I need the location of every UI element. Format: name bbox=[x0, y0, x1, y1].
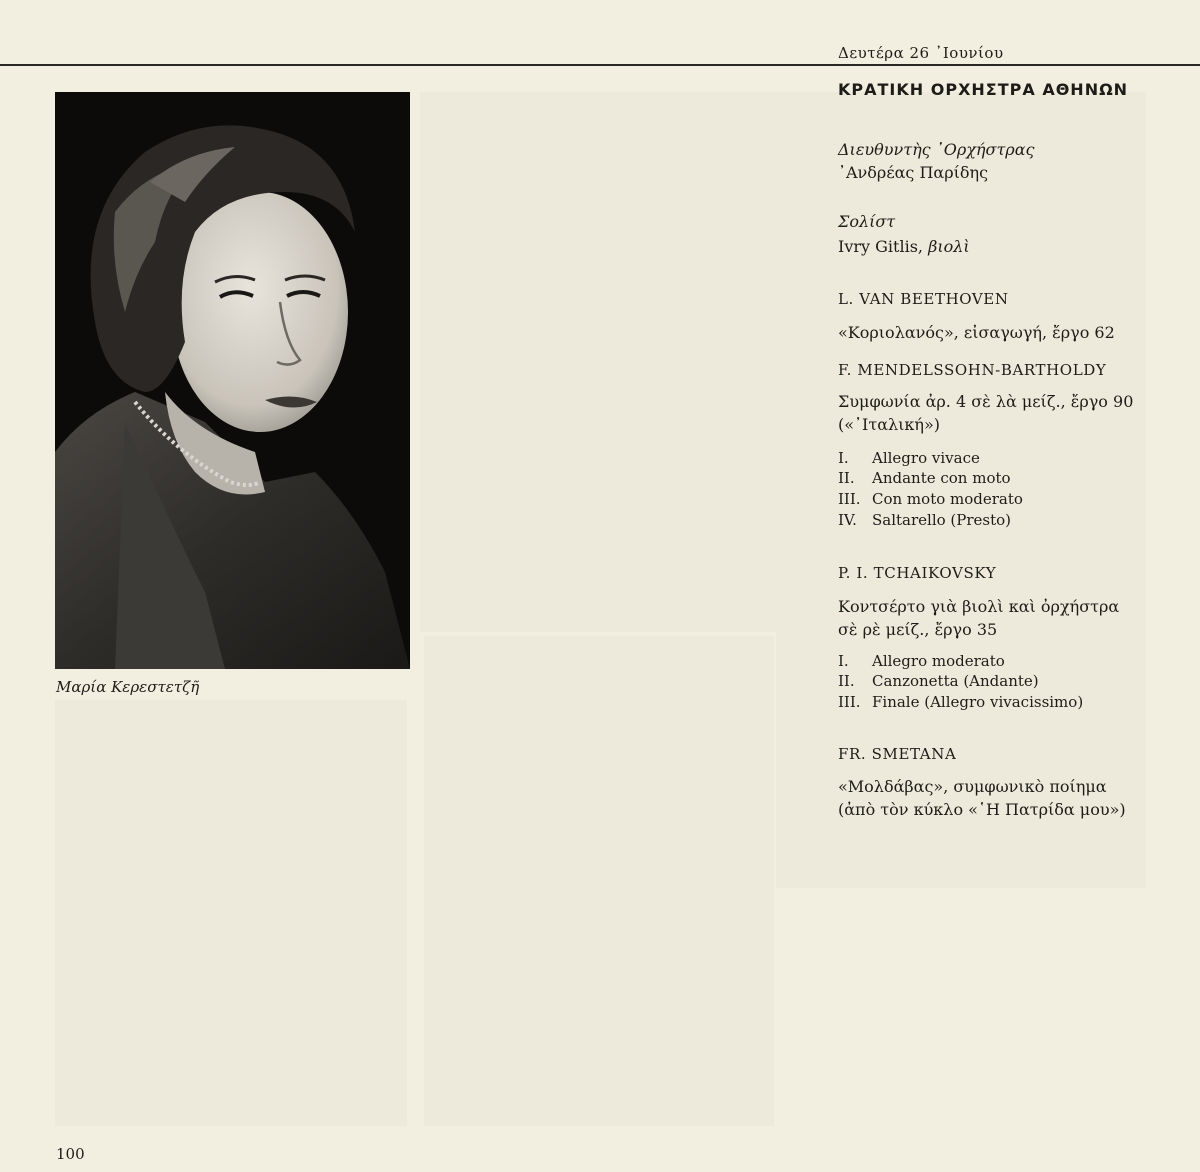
work-title-beethoven: «Κοριολανός», εἰσαγωγή, ἔργο 62 bbox=[838, 323, 1115, 342]
show-through-panel-bottom-left bbox=[55, 700, 407, 1126]
movement-number: I. bbox=[838, 652, 849, 670]
work-title-tchaikovsky-line1: Κοντσέρτο γιὰ βιολὶ καὶ ὀρχήστρα bbox=[838, 597, 1120, 616]
movement-number: II. bbox=[838, 672, 855, 690]
movement-number: IV. bbox=[838, 511, 857, 529]
movement-number: II. bbox=[838, 469, 855, 487]
movement-title: Canzonetta (Andante) bbox=[872, 672, 1039, 690]
page-number: 100 bbox=[56, 1145, 85, 1163]
movement-row bbox=[838, 693, 1083, 711]
work-title-smetana-line1: «Μολδάβας», συμφωνικὸ ποίημα bbox=[838, 777, 1107, 796]
conductor-role: Διευθυντὴς ᾿Ορχήστρας bbox=[838, 140, 1035, 159]
movement-row bbox=[838, 469, 1011, 487]
movement-row bbox=[838, 672, 1039, 690]
portrait-illustration bbox=[55, 92, 410, 669]
work-title-smetana-line2: (ἀπὸ τὸν κύκλο «῾Η Πατρίδα μου») bbox=[838, 800, 1126, 819]
movement-title: Andante con moto bbox=[872, 469, 1011, 487]
work-title-mendelssohn-line2: («᾿Ιταλική») bbox=[838, 415, 941, 434]
orchestra-title: ΚΡΑΤΙΚΗ ΟΡΧΗΣΤΡΑ ΑΘΗΝΩΝ bbox=[838, 80, 1129, 99]
composer-mendelssohn: F. MENDELSSOHN-BARTHOLDY bbox=[838, 361, 1107, 379]
soloist-line bbox=[838, 237, 970, 256]
photo-caption: Μαρία Κερεστετζῆ bbox=[56, 678, 200, 696]
movement-row bbox=[838, 652, 1005, 670]
header-date: Δευτέρα 26 ᾿Ιουνίου bbox=[838, 44, 1004, 62]
soloist-role: Σολίστ bbox=[838, 212, 896, 231]
movement-row bbox=[838, 511, 1011, 529]
composer-tchaikovsky: P. I. TCHAIKOVSKY bbox=[838, 564, 997, 582]
movement-number: III. bbox=[838, 490, 861, 508]
movement-title: Allegro moderato bbox=[872, 652, 1005, 670]
movement-row bbox=[838, 449, 980, 467]
soloist-name: Ivry Gitlis, bbox=[838, 237, 923, 256]
movement-title: Saltarello (Presto) bbox=[872, 511, 1012, 529]
composer-beethoven: L. VAN BEETHOVEN bbox=[838, 290, 1009, 308]
portrait-photo bbox=[55, 92, 410, 669]
header-rule bbox=[0, 64, 1200, 66]
soloist-instrument: βιολὶ bbox=[928, 237, 970, 256]
composer-smetana: FR. SMETANA bbox=[838, 745, 957, 763]
movement-title: Allegro vivace bbox=[872, 449, 980, 467]
movement-number: I. bbox=[838, 449, 849, 467]
show-through-panel-top bbox=[420, 92, 776, 632]
movement-title: Finale (Allegro vivacissimo) bbox=[872, 693, 1084, 711]
movement-title: Con moto moderato bbox=[872, 490, 1023, 508]
conductor-name: ᾿Ανδρέας Παρίδης bbox=[838, 163, 989, 182]
movement-row bbox=[838, 490, 1023, 508]
work-title-tchaikovsky-line2: σὲ ρὲ μείζ., ἔργο 35 bbox=[838, 620, 998, 639]
work-title-mendelssohn-line1: Συμφωνία ἀρ. 4 σὲ λὰ μείζ., ἔργο 90 bbox=[838, 392, 1134, 411]
show-through-panel-bottom-mid bbox=[424, 636, 774, 1126]
movement-number: III. bbox=[838, 693, 861, 711]
